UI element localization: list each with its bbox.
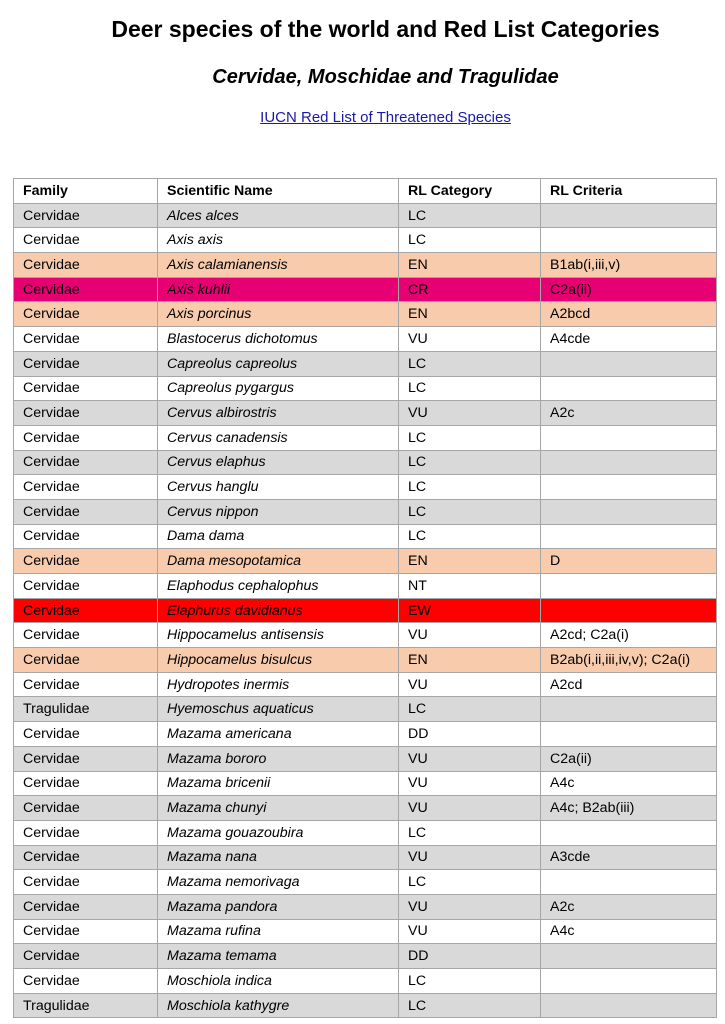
rl-criteria-cell — [541, 820, 717, 845]
table-row — [14, 425, 717, 450]
family-cell: Cervidae — [14, 944, 158, 969]
scientific-name-cell: Mazama gouazoubira — [158, 820, 399, 845]
scientific-name-cell: Axis porcinus — [158, 302, 399, 327]
family-cell: Cervidae — [14, 401, 158, 426]
rl-category-cell: VU — [399, 796, 541, 821]
rl-category-cell: LC — [399, 820, 541, 845]
table-body — [14, 203, 717, 1018]
scientific-name-cell: Mazama rufina — [158, 919, 399, 944]
rl-category-cell: LC — [399, 993, 541, 1018]
rl-criteria-cell: B1ab(i,iii,v) — [541, 253, 717, 278]
scientific-name-cell: Cervus nippon — [158, 499, 399, 524]
page-title: Deer species of the world and Red List Categories — [111, 16, 660, 42]
scientific-name-cell: Moschiola kathygre — [158, 993, 399, 1018]
rl-criteria-cell — [541, 499, 717, 524]
iucn-red-list-link[interactable]: IUCN Red List of Threatened Species — [260, 109, 511, 126]
table-row — [14, 697, 717, 722]
rl-category-cell: VU — [399, 771, 541, 796]
rl-criteria-cell — [541, 870, 717, 895]
rl-criteria-cell — [541, 228, 717, 253]
rl-criteria-cell — [541, 524, 717, 549]
table-row — [14, 820, 717, 845]
rl-criteria-cell — [541, 944, 717, 969]
rl-category-cell: VU — [399, 401, 541, 426]
rl-category-cell: LC — [399, 228, 541, 253]
rl-category-cell: LC — [399, 524, 541, 549]
rl-criteria-cell: A4c — [541, 771, 717, 796]
rl-criteria-cell: A2cd — [541, 672, 717, 697]
rl-criteria-cell — [541, 203, 717, 228]
rl-category-cell: LC — [399, 450, 541, 475]
table-row — [14, 796, 717, 821]
table-row — [14, 351, 717, 376]
scientific-name-cell: Moschiola indica — [158, 969, 399, 994]
rl-criteria-cell: A4c; B2ab(iii) — [541, 796, 717, 821]
family-cell: Tragulidae — [14, 993, 158, 1018]
rl-category-cell: NT — [399, 574, 541, 599]
family-cell: Cervidae — [14, 845, 158, 870]
rl-category-cell: EW — [399, 598, 541, 623]
header-family: Family — [14, 179, 158, 204]
table-row — [14, 746, 717, 771]
scientific-name-cell: Elaphodus cephalophus — [158, 574, 399, 599]
scientific-name-cell: Capreolus capreolus — [158, 351, 399, 376]
page-subtitle: Cervidae, Moschidae and Tragulidae — [212, 66, 559, 88]
rl-criteria-cell — [541, 969, 717, 994]
scientific-name-cell: Cervus canadensis — [158, 425, 399, 450]
rl-criteria-cell: D — [541, 549, 717, 574]
table-row — [14, 499, 717, 524]
table-row — [14, 944, 717, 969]
rl-criteria-cell: A2cd; C2a(i) — [541, 623, 717, 648]
scientific-name-cell: Axis calamianensis — [158, 253, 399, 278]
table-row — [14, 376, 717, 401]
table-row — [14, 475, 717, 500]
rl-criteria-cell — [541, 450, 717, 475]
family-cell: Cervidae — [14, 598, 158, 623]
rl-category-cell: CR — [399, 277, 541, 302]
rl-criteria-cell: A3cde — [541, 845, 717, 870]
rl-category-cell: VU — [399, 746, 541, 771]
rl-category-cell: EN — [399, 648, 541, 673]
header-rl-category: RL Category — [399, 179, 541, 204]
scientific-name-cell: Blastocerus dichotomus — [158, 327, 399, 352]
scientific-name-cell: Mazama nemorivaga — [158, 870, 399, 895]
rl-category-cell: VU — [399, 327, 541, 352]
scientific-name-cell: Hyemoschus aquaticus — [158, 697, 399, 722]
rl-criteria-cell — [541, 598, 717, 623]
family-cell: Cervidae — [14, 722, 158, 747]
scientific-name-cell: Hippocamelus bisulcus — [158, 648, 399, 673]
table-row — [14, 870, 717, 895]
rl-criteria-cell: A2c — [541, 401, 717, 426]
family-cell: Cervidae — [14, 228, 158, 253]
family-cell: Cervidae — [14, 919, 158, 944]
rl-criteria-cell — [541, 475, 717, 500]
scientific-name-cell: Capreolus pygargus — [158, 376, 399, 401]
family-cell: Cervidae — [14, 746, 158, 771]
table-row — [14, 524, 717, 549]
scientific-name-cell: Mazama bororo — [158, 746, 399, 771]
species-table — [13, 178, 717, 1018]
table-row — [14, 894, 717, 919]
scientific-name-cell: Axis axis — [158, 228, 399, 253]
table-row — [14, 672, 717, 697]
rl-criteria-cell: C2a(ii) — [541, 746, 717, 771]
rl-criteria-cell — [541, 993, 717, 1018]
rl-category-cell: LC — [399, 425, 541, 450]
table-row — [14, 771, 717, 796]
rl-criteria-cell — [541, 574, 717, 599]
family-cell: Cervidae — [14, 327, 158, 352]
family-cell: Cervidae — [14, 771, 158, 796]
family-cell: Cervidae — [14, 672, 158, 697]
rl-criteria-cell — [541, 376, 717, 401]
scientific-name-cell: Mazama bricenii — [158, 771, 399, 796]
table-row — [14, 549, 717, 574]
rl-category-cell: LC — [399, 475, 541, 500]
scientific-name-cell: Mazama chunyi — [158, 796, 399, 821]
rl-category-cell: LC — [399, 969, 541, 994]
family-cell: Cervidae — [14, 450, 158, 475]
family-cell: Cervidae — [14, 549, 158, 574]
scientific-name-cell: Dama mesopotamica — [158, 549, 399, 574]
family-cell: Cervidae — [14, 870, 158, 895]
rl-criteria-cell: A4c — [541, 919, 717, 944]
family-cell: Cervidae — [14, 253, 158, 278]
rl-category-cell: VU — [399, 845, 541, 870]
scientific-name-cell: Hippocamelus antisensis — [158, 623, 399, 648]
family-cell: Cervidae — [14, 796, 158, 821]
scientific-name-cell: Alces alces — [158, 203, 399, 228]
rl-criteria-cell: A2c — [541, 894, 717, 919]
table-row — [14, 228, 717, 253]
rl-criteria-cell: C2a(ii) — [541, 277, 717, 302]
rl-category-cell: EN — [399, 302, 541, 327]
family-cell: Cervidae — [14, 425, 158, 450]
rl-category-cell: VU — [399, 623, 541, 648]
table-row — [14, 277, 717, 302]
table-row — [14, 327, 717, 352]
rl-category-cell: VU — [399, 672, 541, 697]
scientific-name-cell: Cervus hanglu — [158, 475, 399, 500]
rl-criteria-cell — [541, 425, 717, 450]
rl-category-cell: LC — [399, 376, 541, 401]
rl-criteria-cell: A4cde — [541, 327, 717, 352]
scientific-name-cell: Cervus elaphus — [158, 450, 399, 475]
family-cell: Cervidae — [14, 969, 158, 994]
scientific-name-cell: Cervus albirostris — [158, 401, 399, 426]
table-row — [14, 598, 717, 623]
rl-criteria-cell: A2bcd — [541, 302, 717, 327]
header-scientific-name: Scientific Name — [158, 179, 399, 204]
table-row — [14, 845, 717, 870]
header-rl-criteria: RL Criteria — [541, 179, 717, 204]
rl-category-cell: VU — [399, 919, 541, 944]
table-row — [14, 623, 717, 648]
rl-criteria-cell: B2ab(i,ii,iii,iv,v); C2a(i) — [541, 648, 717, 673]
scientific-name-cell: Mazama pandora — [158, 894, 399, 919]
rl-category-cell: LC — [399, 697, 541, 722]
scientific-name-cell: Mazama temama — [158, 944, 399, 969]
family-cell: Cervidae — [14, 203, 158, 228]
rl-category-cell: DD — [399, 944, 541, 969]
rl-category-cell: EN — [399, 549, 541, 574]
rl-category-cell: LC — [399, 203, 541, 228]
family-cell: Tragulidae — [14, 697, 158, 722]
rl-category-cell: LC — [399, 351, 541, 376]
family-cell: Cervidae — [14, 574, 158, 599]
scientific-name-cell: Hydropotes inermis — [158, 672, 399, 697]
table-row — [14, 919, 717, 944]
family-cell: Cervidae — [14, 623, 158, 648]
rl-category-cell: VU — [399, 894, 541, 919]
family-cell: Cervidae — [14, 524, 158, 549]
rl-category-cell: LC — [399, 870, 541, 895]
table-row — [14, 302, 717, 327]
family-cell: Cervidae — [14, 376, 158, 401]
table-row — [14, 969, 717, 994]
family-cell: Cervidae — [14, 302, 158, 327]
link-row — [0, 108, 725, 128]
table-row — [14, 203, 717, 228]
family-cell: Cervidae — [14, 499, 158, 524]
table-row — [14, 993, 717, 1018]
rl-criteria-cell — [541, 722, 717, 747]
table-row — [14, 574, 717, 599]
family-cell: Cervidae — [14, 475, 158, 500]
scientific-name-cell: Mazama americana — [158, 722, 399, 747]
family-cell: Cervidae — [14, 648, 158, 673]
rl-criteria-cell — [541, 697, 717, 722]
rl-category-cell: EN — [399, 253, 541, 278]
table-row — [14, 450, 717, 475]
scientific-name-cell: Axis kuhlii — [158, 277, 399, 302]
table-row — [14, 253, 717, 278]
family-cell: Cervidae — [14, 894, 158, 919]
scientific-name-cell: Dama dama — [158, 524, 399, 549]
family-cell: Cervidae — [14, 820, 158, 845]
table-row — [14, 648, 717, 673]
table-row — [14, 722, 717, 747]
rl-category-cell: DD — [399, 722, 541, 747]
family-cell: Cervidae — [14, 351, 158, 376]
rl-criteria-cell — [541, 351, 717, 376]
scientific-name-cell: Mazama nana — [158, 845, 399, 870]
scientific-name-cell: Elaphurus davidianus — [158, 598, 399, 623]
table-header-row — [14, 179, 717, 204]
rl-category-cell: LC — [399, 499, 541, 524]
family-cell: Cervidae — [14, 277, 158, 302]
table-row — [14, 401, 717, 426]
